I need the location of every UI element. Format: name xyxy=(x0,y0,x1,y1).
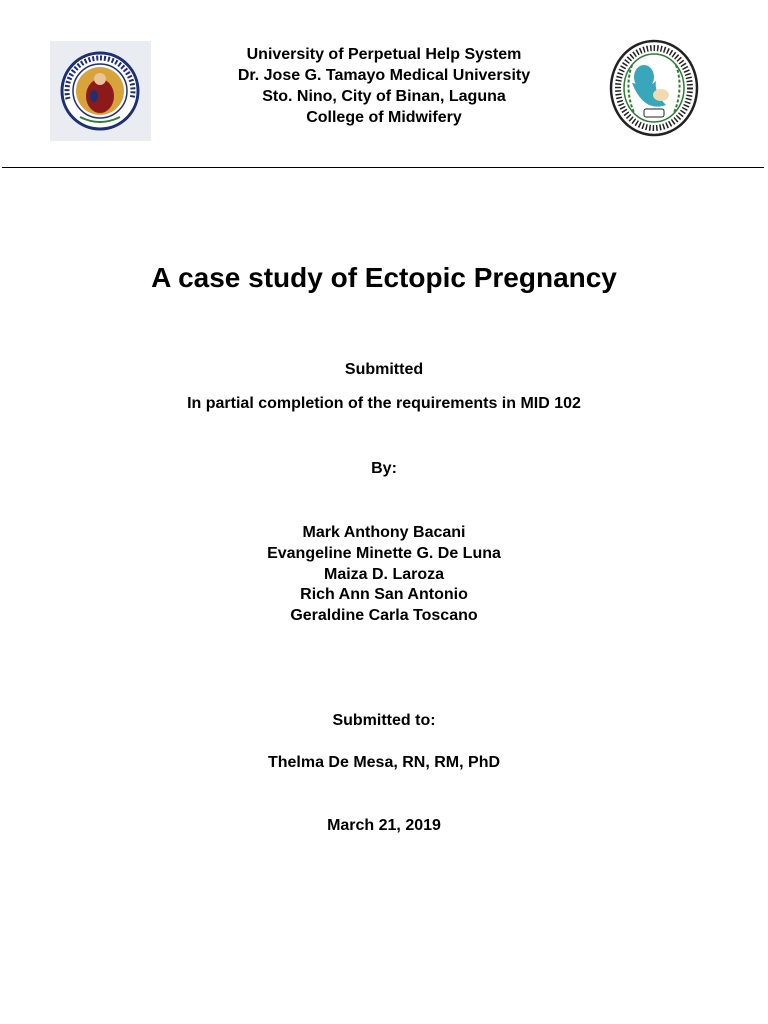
header-divider xyxy=(2,167,764,168)
submitted-to-label: Submitted to: xyxy=(332,712,436,729)
submitted-to-name: Thelma De Mesa, RN, RM, PhD xyxy=(267,754,501,771)
college-name: College of Midwifery xyxy=(306,109,462,126)
submission-date: March 21, 2019 xyxy=(327,817,441,834)
document-title: A case study of Ectopic Pregnancy xyxy=(151,262,617,293)
author-name: Evangeline Minette G. De Luna xyxy=(267,544,501,562)
university-system-name: University of Perpetual Help System xyxy=(246,46,522,63)
submitted-label: Submitted xyxy=(344,361,424,378)
author-name: Rich Ann San Antonio xyxy=(300,586,468,604)
by-label: By: xyxy=(371,460,397,477)
institution-header xyxy=(160,44,608,128)
university-name: Dr. Jose G. Tamayo Medical University xyxy=(237,67,531,84)
author-name: Mark Anthony Bacani xyxy=(302,524,466,541)
author-list xyxy=(0,523,768,627)
college-of-midwifery-seal-icon xyxy=(604,35,704,142)
author-name: Maiza D. Laroza xyxy=(323,565,445,583)
uph-seal-icon xyxy=(50,41,151,141)
author-name: Geraldine Carla Toscano xyxy=(290,607,478,625)
requirement-text: In partial completion of the requirements in MID 102 xyxy=(187,395,581,412)
university-address: Sto. Nino, City of Binan, Laguna xyxy=(262,88,506,105)
